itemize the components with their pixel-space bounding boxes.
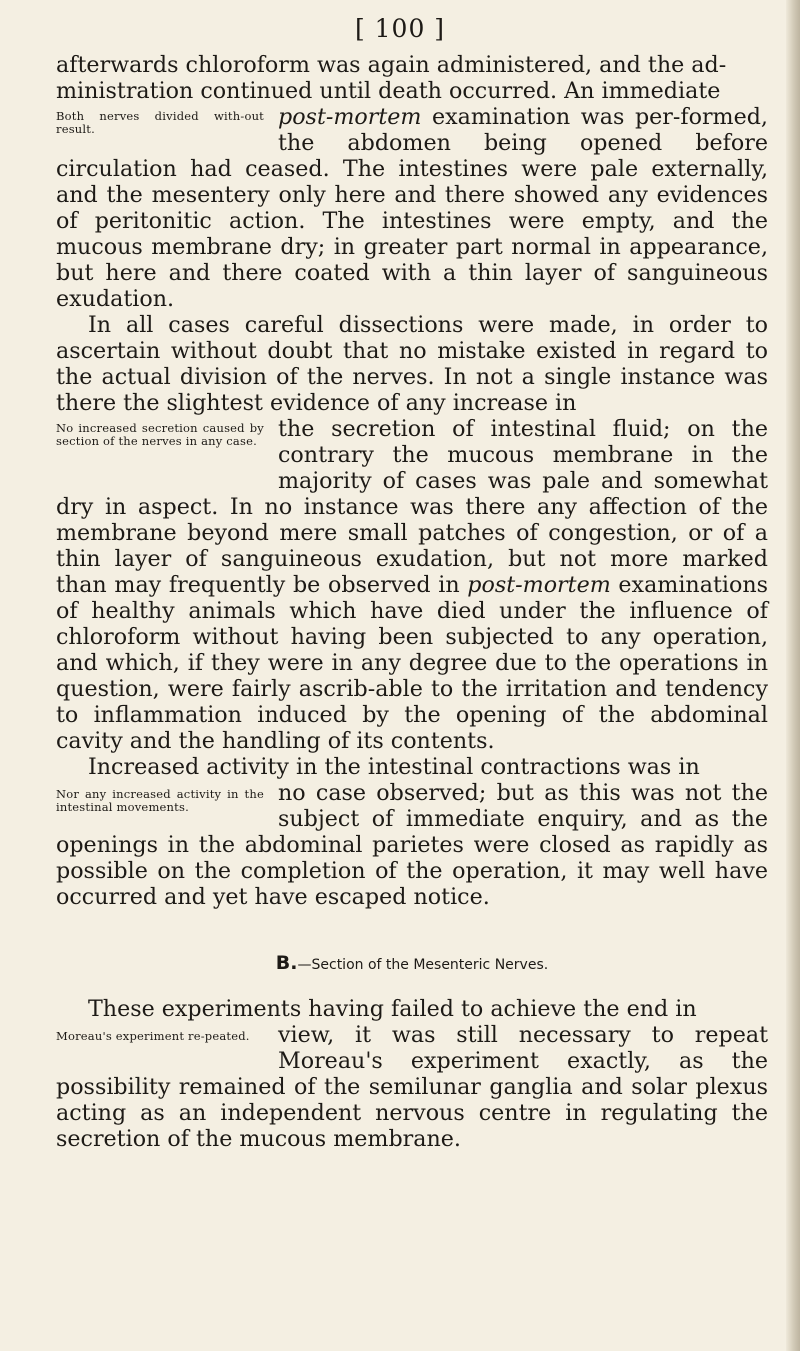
paragraph-3-text: no case observed; but as this was not the subject of immediate enquiry, and as the openings in the abdominal parietes were closed as rapidly as possible on the completion of the operation, it may well have occurred and yet have escaped notice.	[56, 780, 768, 910]
sidenote-nor-increased-activity: Nor any increased activity in the intestinal movements.	[56, 787, 264, 814]
paragraph-2-body	[56, 416, 768, 754]
paragraph-1-text: examination was per-formed, the abdomen being opened before circulation had ceased. The intestines were pale externally, and the mesentery only here and there showed any evidences of peritonitic action. The intestines were empty, and the mucous membrane dry; in greater part normal in appearance, but here and there coated with a thin layer of sanguineous exudation.	[56, 104, 768, 312]
paragraph-2-lead: In all cases careful dissections were made, in order to ascertain without doubt that no mistake existed in regard to the actual division of the nerves. In not a single instance was there the slightest evidence of any increase in	[56, 312, 768, 416]
paragraph-2-text-b: examinations of healthy animals which have died under the influence of chloroform without having been subjected to any operation, and which, if they were in any degree due to the operations in question, were fairly ascrib-able to the irritation and tendency to inflammation induced by the opening of the abdominal cavity and the handling of its contents.	[56, 572, 769, 754]
sidenote-moreau-experiment: Moreau's experiment re-peated.	[56, 1029, 250, 1043]
paragraph-4-text: view, it was still necessary to repeat Moreau's experiment exactly, as the possibility remained of the semilunar ganglia and solar plexus acting as an independent nervous centre in regulating the secretion of the mucous membrane.	[56, 1022, 768, 1152]
paragraph-3-body	[56, 780, 768, 910]
paragraph-1-line-2: ministration continued until death occurred. An immediate	[56, 78, 721, 104]
page-number: [ 100 ]	[354, 14, 446, 43]
page-edge	[786, 0, 800, 1351]
page-body	[56, 52, 768, 1152]
section-title: —Section of the Mesenteric Nerves.	[297, 957, 549, 973]
paragraph-2-text-a: the secretion of intestinal fluid; on the contrary the mucous membrane in the majority of cases was pale and somewhat dry in aspect. In no instance was there any affection of the membrane beyond mere small patches of congestion, or of a thin layer of sanguineous exudation, but not more marked than may frequently be observed in	[56, 416, 768, 598]
sidenote-both-nerves: Both nerves divided with-out result.	[56, 109, 264, 136]
section-heading	[56, 950, 768, 978]
sidenote-no-increased-secretion: No increased secretion caused by section of the nerves in any case.	[56, 421, 264, 448]
paragraph-4-lead: These experiments having failed to achieve the end in	[88, 996, 697, 1022]
paragraph-1-line-1: afterwards chloroform was again administered, and the ad-	[56, 52, 727, 78]
post-mortem-term: post-mortem	[278, 104, 422, 130]
paragraph-1-body	[56, 104, 768, 312]
post-mortem-term-2: post-mortem	[467, 572, 611, 598]
section-letter: B.	[275, 952, 298, 974]
paragraph-3-lead: Increased activity in the intestinal contractions was in	[88, 754, 700, 780]
paragraph-4-body	[56, 1022, 768, 1152]
